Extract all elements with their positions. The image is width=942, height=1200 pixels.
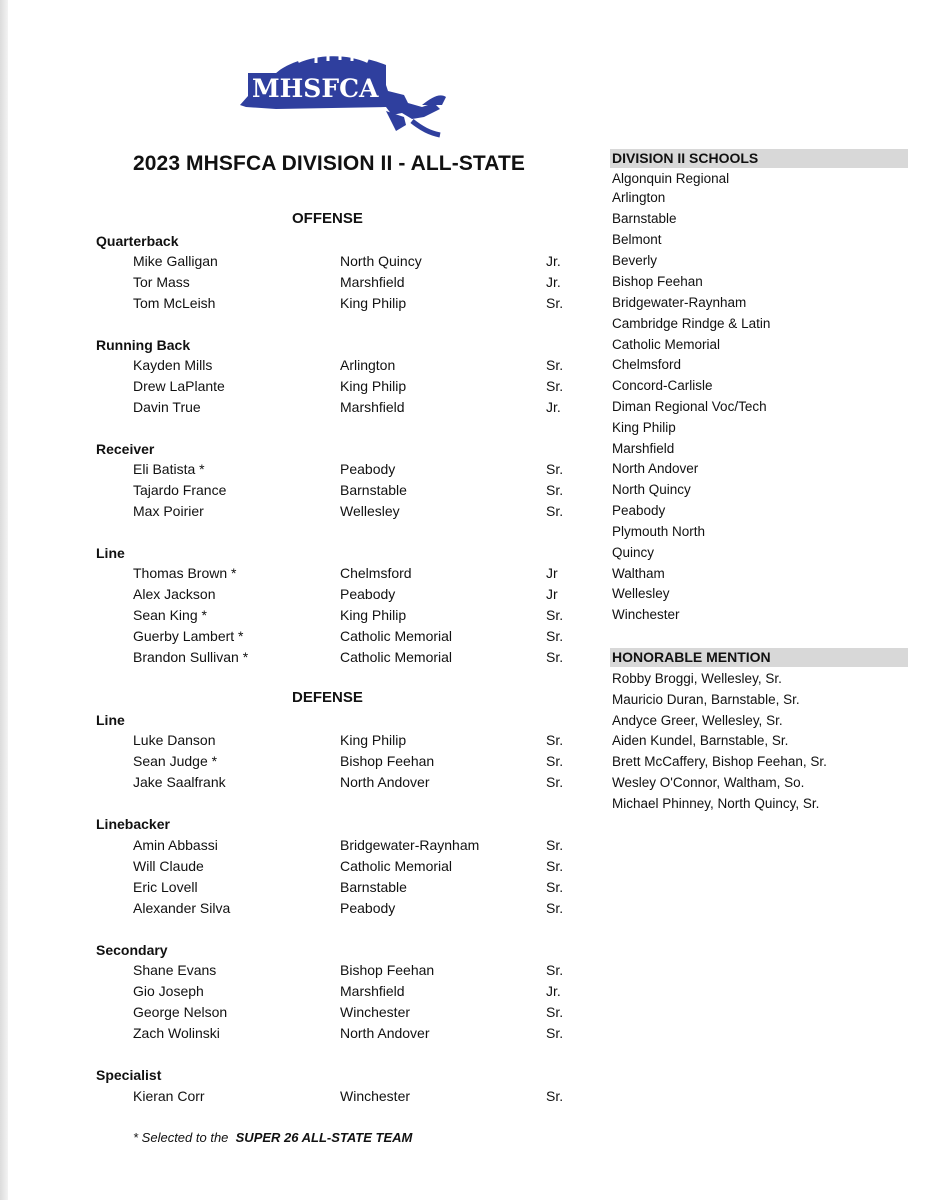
footnote-emphasis: SUPER 26 ALL-STATE TEAM bbox=[235, 1130, 413, 1145]
player-year: Sr. bbox=[546, 858, 564, 874]
player-school: King Philip bbox=[340, 607, 407, 623]
list-item: Marshfield bbox=[612, 441, 675, 456]
list-item: Bishop Feehan bbox=[612, 274, 703, 289]
player-school: Chelmsford bbox=[340, 565, 412, 581]
mhsfca-logo bbox=[236, 47, 451, 145]
position-heading: Secondary bbox=[96, 942, 168, 958]
player-year: Sr. bbox=[546, 628, 564, 644]
player-year: Jr. bbox=[546, 399, 561, 415]
list-item: Mauricio Duran, Barnstable, Sr. bbox=[612, 692, 800, 707]
position-heading: Line bbox=[96, 712, 125, 728]
player-name: Shane Evans bbox=[133, 962, 217, 978]
list-item: Peabody bbox=[612, 503, 666, 518]
list-item: Andyce Greer, Wellesley, Sr. bbox=[612, 713, 783, 728]
player-name: Max Poirier bbox=[133, 503, 204, 519]
player-year: Sr. bbox=[546, 461, 564, 477]
player-school: King Philip bbox=[340, 378, 407, 394]
list-item: Bridgewater-Raynham bbox=[612, 295, 747, 310]
player-school: Barnstable bbox=[340, 879, 407, 895]
list-item: Diman Regional Voc/Tech bbox=[612, 399, 767, 414]
player-year: Sr. bbox=[546, 482, 564, 498]
player-name: Mike Galligan bbox=[133, 253, 218, 269]
player-year: Jr bbox=[546, 586, 558, 602]
player-year: Jr bbox=[546, 565, 558, 581]
player-name: Thomas Brown * bbox=[133, 565, 237, 581]
list-item: Brett McCaffery, Bishop Feehan, Sr. bbox=[612, 754, 827, 769]
position-heading: Running Back bbox=[96, 337, 191, 353]
list-item: Belmont bbox=[612, 232, 662, 247]
player-name: Davin True bbox=[133, 399, 201, 415]
list-item: Beverly bbox=[612, 253, 658, 268]
player-year: Sr. bbox=[546, 900, 564, 916]
player-year: Sr. bbox=[546, 295, 564, 311]
list-item: Chelmsford bbox=[612, 357, 682, 372]
player-name: Sean Judge * bbox=[133, 753, 218, 769]
player-year: Sr. bbox=[546, 378, 564, 394]
defense-heading: DEFENSE bbox=[292, 689, 363, 706]
player-school: Catholic Memorial bbox=[340, 649, 453, 665]
player-school: Arlington bbox=[340, 357, 396, 373]
player-school: Bishop Feehan bbox=[340, 962, 435, 978]
player-name: Brandon Sullivan * bbox=[133, 649, 249, 665]
player-school: Winchester bbox=[340, 1088, 411, 1104]
player-name: Luke Danson bbox=[133, 732, 216, 748]
list-item: Aiden Kundel, Barnstable, Sr. bbox=[612, 733, 789, 748]
list-item: Concord-Carlisle bbox=[612, 378, 713, 393]
player-year: Jr. bbox=[546, 274, 561, 290]
list-item: Algonquin Regional bbox=[612, 171, 730, 186]
player-name: Tom McLeish bbox=[133, 295, 216, 311]
player-year: Sr. bbox=[546, 1088, 564, 1104]
player-year: Sr. bbox=[546, 1004, 564, 1020]
player-year: Jr. bbox=[546, 983, 561, 999]
player-year: Sr. bbox=[546, 879, 564, 895]
list-item: Catholic Memorial bbox=[612, 337, 721, 352]
player-name: Drew LaPlante bbox=[133, 378, 225, 394]
logo-text: MHSFCA bbox=[252, 74, 379, 103]
player-school: Wellesley bbox=[340, 503, 400, 519]
list-item: Winchester bbox=[612, 607, 680, 622]
player-year: Sr. bbox=[546, 732, 564, 748]
player-school: Bridgewater-Raynham bbox=[340, 837, 480, 853]
list-item: Wesley O'Connor, Waltham, So. bbox=[612, 775, 805, 790]
player-name: Will Claude bbox=[133, 858, 204, 874]
player-name: Tajardo France bbox=[133, 482, 227, 498]
player-school: Catholic Memorial bbox=[340, 858, 453, 874]
page-edge-shadow bbox=[0, 0, 8, 1200]
player-name: Jake Saalfrank bbox=[133, 774, 226, 790]
player-name: Sean King * bbox=[133, 607, 207, 623]
player-name: Amin Abbassi bbox=[133, 837, 218, 853]
list-item: Wellesley bbox=[612, 586, 670, 601]
list-item: Quincy bbox=[612, 545, 655, 560]
footnote-prefix: * Selected to the bbox=[133, 1130, 229, 1145]
player-year: Sr. bbox=[546, 774, 564, 790]
player-school: King Philip bbox=[340, 732, 407, 748]
player-year: Sr. bbox=[546, 503, 564, 519]
list-item: Arlington bbox=[612, 190, 666, 205]
player-year: Sr. bbox=[546, 753, 564, 769]
position-heading: Receiver bbox=[96, 441, 155, 457]
player-school: Bishop Feehan bbox=[340, 753, 435, 769]
list-item: Michael Phinney, North Quincy, Sr. bbox=[612, 796, 820, 811]
player-school: Catholic Memorial bbox=[340, 628, 453, 644]
player-name: Eli Batista * bbox=[133, 461, 205, 477]
page-title: 2023 MHSFCA DIVISION II - ALL-STATE bbox=[133, 152, 526, 175]
player-name: Kayden Mills bbox=[133, 357, 213, 373]
list-item: Barnstable bbox=[612, 211, 677, 226]
player-year: Sr. bbox=[546, 357, 564, 373]
player-name: Guerby Lambert * bbox=[133, 628, 244, 644]
position-heading: Linebacker bbox=[96, 816, 170, 832]
position-heading: Specialist bbox=[96, 1067, 162, 1083]
player-school: Marshfield bbox=[340, 399, 405, 415]
player-school: Marshfield bbox=[340, 983, 405, 999]
position-heading: Quarterback bbox=[96, 233, 179, 249]
player-year: Sr. bbox=[546, 649, 564, 665]
player-school: North Andover bbox=[340, 1025, 430, 1041]
player-name: Kieran Corr bbox=[133, 1088, 205, 1104]
player-school: Winchester bbox=[340, 1004, 411, 1020]
list-item: Cambridge Rindge & Latin bbox=[612, 316, 771, 331]
player-school: Marshfield bbox=[340, 274, 405, 290]
list-item: North Quincy bbox=[612, 482, 691, 497]
player-name: George Nelson bbox=[133, 1004, 228, 1020]
player-year: Sr. bbox=[546, 962, 564, 978]
player-school: North Andover bbox=[340, 774, 430, 790]
player-year: Sr. bbox=[546, 607, 564, 623]
player-school: North Quincy bbox=[340, 253, 422, 269]
player-year: Sr. bbox=[546, 837, 564, 853]
player-school: Peabody bbox=[340, 586, 396, 602]
honorable-heading: HONORABLE MENTION bbox=[610, 648, 908, 667]
list-item: North Andover bbox=[612, 461, 699, 476]
player-year: Sr. bbox=[546, 1025, 564, 1041]
player-year: Jr. bbox=[546, 253, 561, 269]
footnote bbox=[133, 1130, 412, 1145]
player-school: Barnstable bbox=[340, 482, 407, 498]
list-item: Plymouth North bbox=[612, 524, 706, 539]
player-name: Gio Joseph bbox=[133, 983, 204, 999]
player-school: King Philip bbox=[340, 295, 407, 311]
player-name: Alex Jackson bbox=[133, 586, 216, 602]
position-heading: Line bbox=[96, 545, 125, 561]
list-item: Waltham bbox=[612, 566, 665, 581]
player-school: Peabody bbox=[340, 461, 396, 477]
list-item: King Philip bbox=[612, 420, 676, 435]
player-school: Peabody bbox=[340, 900, 396, 916]
offense-heading: OFFENSE bbox=[292, 210, 363, 227]
player-name: Tor Mass bbox=[133, 274, 190, 290]
player-name: Alexander Silva bbox=[133, 900, 231, 916]
schools-heading: DIVISION II SCHOOLS bbox=[610, 149, 908, 168]
list-item: Robby Broggi, Wellesley, Sr. bbox=[612, 671, 782, 686]
player-name: Zach Wolinski bbox=[133, 1025, 220, 1041]
player-name: Eric Lovell bbox=[133, 879, 198, 895]
